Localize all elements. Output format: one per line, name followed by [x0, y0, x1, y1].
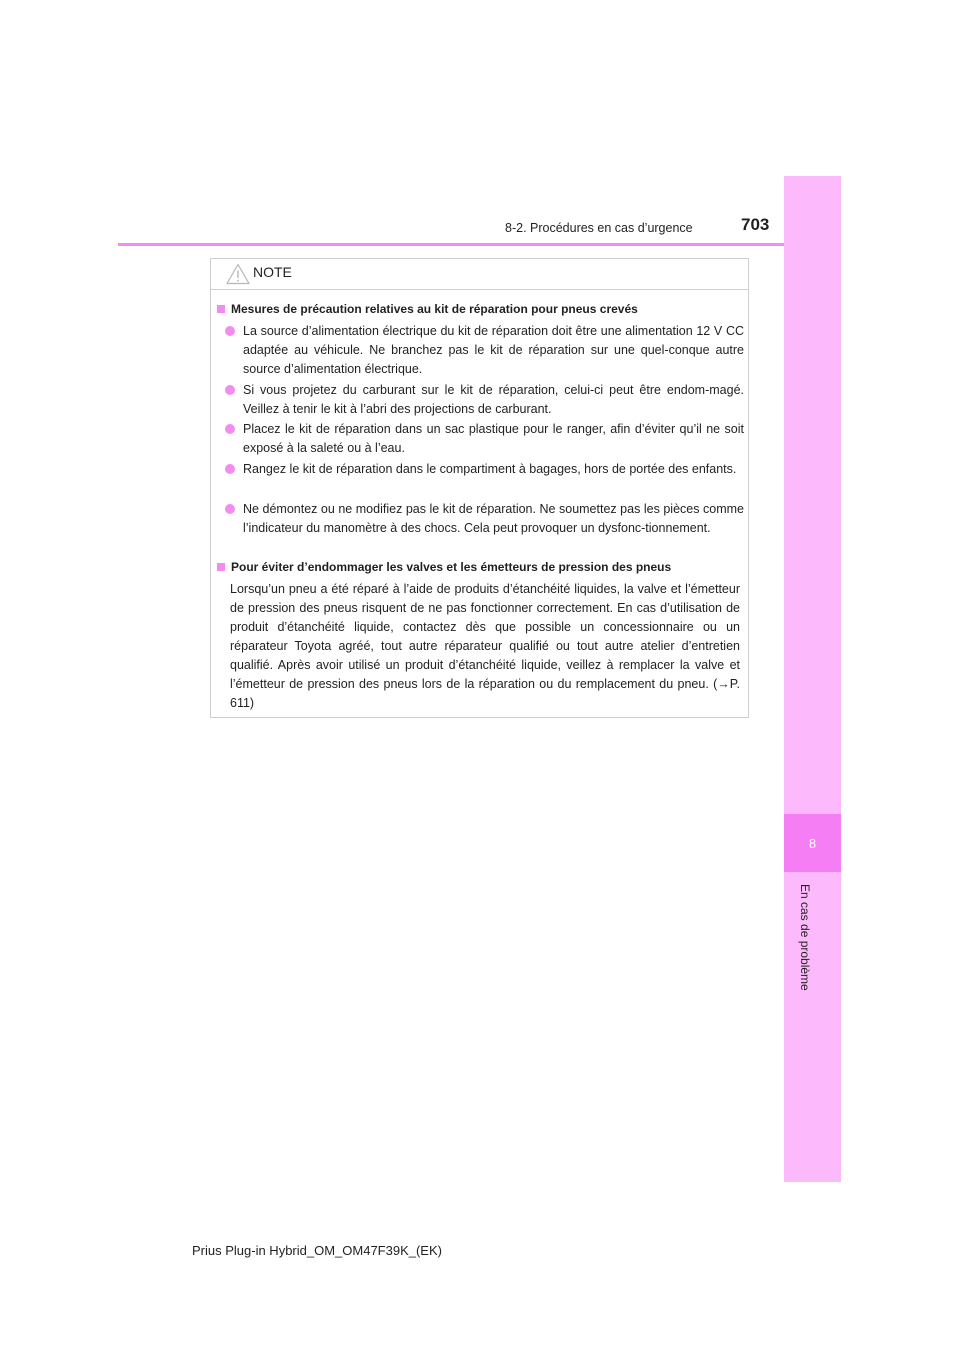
circle-bullet-icon: [225, 385, 235, 395]
section-header: 8-2. Procédures en cas d’urgence: [505, 221, 693, 235]
section-heading-text: Pour éviter d’endommager les valves et les émetteurs de pression des pneus: [231, 560, 672, 574]
note-body: [211, 290, 748, 717]
note-box: [210, 258, 749, 718]
section-heading: [217, 300, 638, 319]
footer-text: Prius Plug-in Hybrid_OM_OM47F39K_(EK): [192, 1243, 442, 1258]
list-item: [225, 381, 744, 419]
section-heading-text: Mesures de précaution relatives au kit de réparation pour pneus crevés: [231, 302, 638, 316]
page-number: 703: [741, 215, 770, 234]
side-tab-label: En cas de problème: [798, 884, 812, 991]
square-bullet-icon: [217, 563, 225, 571]
list-item-text: La source d’alimentation électrique du kit de réparation doit être une alimentation 12 V CC adaptée au véhicule. Ne branchez pas le kit de réparation sur une quel-conque autre source d’alimentation électrique.: [243, 324, 744, 376]
header-divider: [118, 243, 841, 246]
paragraph: Lorsqu’un pneu a été réparé à l’aide de produits d’étanchéité liquides, la valve et l’émetteur de pression des pneus risquent de ne pas fonctionner correctement. En cas d’utilisation de produit d’étanchéité liquide, contactez dès que possible un concessionnaire ou un réparateur Toyota agréé, tout autre réparateur qualifié ou tout autre atelier d’entretien qualifié. Après avoir utilisé un produit d’étanchéité liquide, veillez à remplacer la valve et l’émetteur de pression des pneus lors de la réparation ou du remplacement du pneu. (→P. 611): [230, 582, 740, 710]
note-title: NOTE: [253, 264, 292, 280]
section-heading: [217, 558, 671, 577]
list-item-text: Ne démontez ou ne modifiez pas le kit de réparation. Ne soumettez pas les pièces comme l’indicateur du manomètre à des chocs. Cela peut provoquer un dysfonc-tionnement.: [243, 502, 744, 535]
side-tab: [784, 176, 841, 1182]
circle-bullet-icon: [225, 464, 235, 474]
circle-bullet-icon: [225, 424, 235, 434]
list-item: [225, 420, 744, 458]
circle-bullet-icon: [225, 504, 235, 514]
list-item-text: Placez le kit de réparation dans un sac plastique pour le ranger, afin d’éviter qu’il ne soit exposé à la saleté ou à l’eau.: [243, 422, 744, 455]
warning-triangle-icon: [226, 263, 250, 285]
side-tab-number: 8: [808, 835, 817, 851]
list-item-text: Si vous projetez du carburant sur le kit de réparation, celui-ci peut être endom-magé. Veillez à tenir le kit à l’abri des projections de carburant.: [243, 383, 744, 416]
list-item-text: Rangez le kit de réparation dans le compartiment à bagages, hors de portée des enfants.: [243, 462, 737, 476]
list-item: [225, 500, 744, 538]
side-tab-number-block: [784, 814, 841, 872]
note-header: [211, 259, 748, 290]
circle-bullet-icon: [225, 326, 235, 336]
square-bullet-icon: [217, 305, 225, 313]
list-item: [225, 460, 744, 479]
list-item: [225, 322, 744, 379]
